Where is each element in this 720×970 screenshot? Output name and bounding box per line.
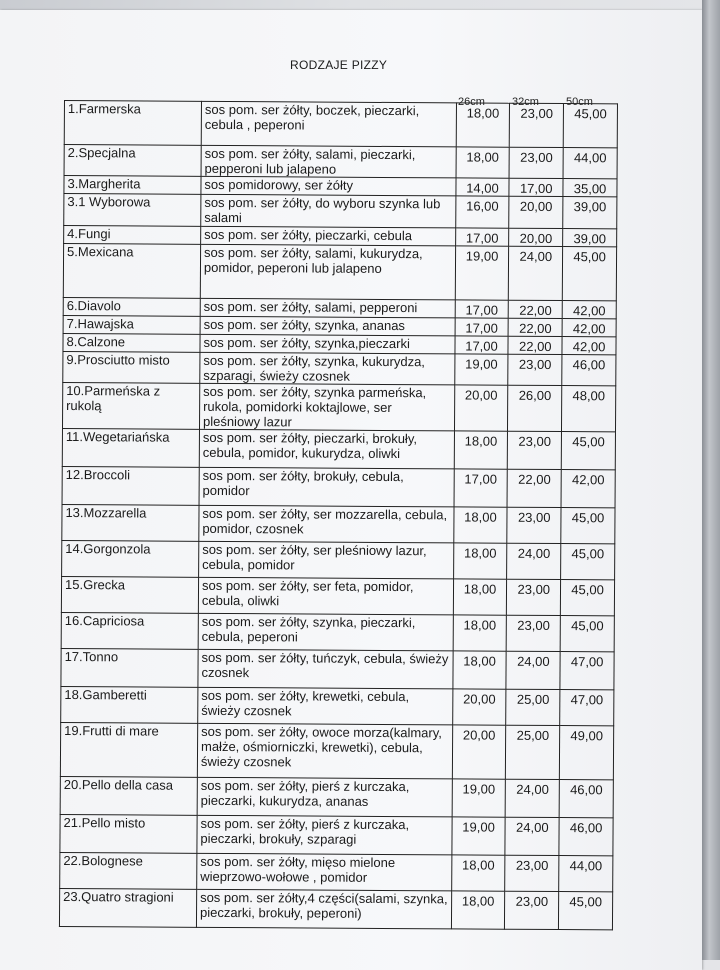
pizza-name: 20.Pello della casa <box>60 776 197 815</box>
pizza-row <box>62 540 615 579</box>
pizza-ingredients: sos pom. ser żółty, ser feta, pomidor, cebula, oliwki <box>198 577 453 615</box>
pizza-row <box>62 382 615 431</box>
pizza-name: 18.Gamberetti <box>61 686 198 723</box>
price-26cm: 17,00 <box>455 228 509 246</box>
pizza-name: 23.Quatro stragioni <box>59 888 196 927</box>
price-32cm: 24,00 <box>509 246 563 300</box>
price-50cm: 42,00 <box>562 319 616 337</box>
pizza-table <box>59 100 618 930</box>
pizza-row <box>60 852 613 891</box>
pizza-ingredients: sos pom. ser żółty, pierś z kurczaka, pieczarki, kukurydza, ananas <box>197 777 452 817</box>
price-32cm: 26,00 <box>508 385 562 431</box>
pizza-name: 4.Fungi <box>64 226 201 245</box>
price-50cm: 39,00 <box>563 229 617 247</box>
price-32cm: 25,00 <box>506 689 560 725</box>
price-26cm: 17,00 <box>455 336 509 354</box>
pizza-ingredients: sos pom. ser żółty, szynka, kukurydza, szparagi, świeży czosnek <box>200 352 455 385</box>
pizza-ingredients: sos pom. ser żółty, szynka, ananas <box>200 316 455 336</box>
pizza-name: 3.1 Wyborowa <box>64 194 201 227</box>
price-32cm: 17,00 <box>509 178 563 196</box>
pizza-row <box>60 776 613 817</box>
price-26cm: 18,00 <box>454 431 508 469</box>
price-26cm: 14,00 <box>456 178 510 196</box>
price-50cm: 42,00 <box>562 337 616 355</box>
price-32cm: 22,00 <box>507 469 561 507</box>
price-50cm: 48,00 <box>562 386 616 432</box>
pizza-row <box>63 244 616 301</box>
pizza-ingredients: sos pom. ser żółty, pierś z kurczaka, pieczarki, brokuły, szparagi <box>197 815 452 855</box>
pizza-ingredients: sos pom. ser żółty, szynka parmeńska, rukola, pomidorki koktajlowe, ser pleśniowy lazur <box>199 383 454 431</box>
size-header-50: 50cm <box>566 96 593 108</box>
pizza-ingredients: sos pom. ser żółty, mięso mielone wieprzowo-wołowe , pomidor <box>197 853 452 891</box>
price-50cm: 45,00 <box>561 580 615 616</box>
pizza-row <box>59 888 612 929</box>
binder-edge <box>702 0 720 960</box>
pizza-name: 7.Hawajska <box>63 315 200 334</box>
price-32cm: 23,00 <box>510 103 564 147</box>
pizza-name: 17.Tonno <box>61 648 198 687</box>
price-26cm: 17,00 <box>454 469 508 507</box>
price-32cm: 24,00 <box>506 779 560 817</box>
price-32cm: 22,00 <box>508 336 562 354</box>
price-50cm: 45,00 <box>561 544 615 580</box>
pizza-row <box>60 814 613 855</box>
price-32cm: 25,00 <box>506 725 560 779</box>
price-26cm: 18,00 <box>453 543 507 579</box>
pizza-name: 22.Bolognese <box>60 852 197 889</box>
menu-sheet <box>0 10 702 970</box>
pizza-ingredients: sos pomidorowy, ser żółty <box>201 176 456 196</box>
pizza-ingredients: sos pom. ser żółty, brokuły, cebula, pomidor <box>199 467 454 507</box>
price-50cm: 35,00 <box>563 179 617 197</box>
pizza-ingredients: sos pom. ser żółty, pieczarki, cebula <box>201 226 456 246</box>
page-title: RODZAJE PIZZY <box>290 58 388 72</box>
price-32cm: 24,00 <box>506 651 560 689</box>
pizza-name: 15.Grecka <box>61 576 198 613</box>
size-header-32: 32cm <box>512 96 539 108</box>
price-50cm: 47,00 <box>560 690 614 726</box>
pizza-row <box>62 428 615 469</box>
price-50cm: 39,00 <box>563 197 617 229</box>
pizza-ingredients: sos pom. ser żółty, salami, kukurydza, pomidor, peperoni lub jalapeno <box>200 244 455 300</box>
pizza-name: 14.Gorgonzola <box>62 540 199 577</box>
pizza-name: 9.Prosciutto misto <box>63 351 200 383</box>
pizza-ingredients: sos pom. ser żółty, szynka, pieczarki, cebula, peperoni <box>198 613 453 651</box>
pizza-ingredients: sos pom. ser żółty, owoce morza(kalmary, małże, ośmiorniczki, krewetki), cebula, świeży czosnek <box>197 723 452 779</box>
pizza-name: 1.Farmerska <box>64 101 201 146</box>
pizza-name: 21.Pello misto <box>60 814 197 853</box>
pizza-row <box>60 722 613 779</box>
price-50cm: 42,00 <box>562 301 616 319</box>
price-26cm: 17,00 <box>455 300 509 318</box>
pizza-name: 16.Capriciosa <box>61 612 198 649</box>
price-26cm: 18,00 <box>451 855 505 891</box>
price-32cm: 20,00 <box>509 196 563 228</box>
price-50cm: 45,00 <box>562 247 616 301</box>
price-32cm: 24,00 <box>505 817 559 855</box>
price-26cm: 18,00 <box>453 507 507 543</box>
price-26cm: 19,00 <box>452 779 506 817</box>
pizza-row <box>64 101 617 148</box>
pizza-row <box>63 351 616 385</box>
price-32cm: 23,00 <box>507 615 561 651</box>
price-26cm: 20,00 <box>452 689 506 725</box>
price-50cm: 44,00 <box>559 856 613 892</box>
price-32cm: 23,00 <box>507 507 561 543</box>
price-50cm: 45,00 <box>561 432 615 470</box>
price-32cm: 23,00 <box>509 147 563 178</box>
price-50cm: 45,00 <box>561 508 615 544</box>
pizza-ingredients: sos pom. ser żółty, pieczarki, brokuły, cebula, pomidor, kukurydza, oliwki <box>199 429 454 469</box>
price-26cm: 18,00 <box>453 651 507 689</box>
price-50cm: 46,00 <box>562 355 616 386</box>
price-26cm: 18,00 <box>453 615 507 651</box>
pizza-ingredients: sos pom. ser żółty, krewetki, cebula, świeży czosnek <box>198 687 453 725</box>
price-26cm: 20,00 <box>452 725 506 779</box>
size-header-26: 26cm <box>458 96 485 108</box>
pizza-ingredients: sos pom. ser żółty, ser mozzarella, cebula, pomidor, czosnek <box>199 505 454 543</box>
price-26cm: 19,00 <box>454 354 508 385</box>
pizza-name: 2.Specjalna <box>64 145 201 177</box>
pizza-row <box>64 145 617 179</box>
pizza-ingredients: sos pom. ser żółty,4 części(salami, szynka, pieczarki, brokuły, peperoni) <box>196 889 451 929</box>
price-50cm: 44,00 <box>563 148 617 179</box>
pizza-name: 3.Margherita <box>64 176 201 195</box>
price-32cm: 23,00 <box>508 354 562 385</box>
price-32cm: 23,00 <box>505 891 559 929</box>
pizza-ingredients: sos pom. ser żółty, tuńczyk, cebula, świeży czosnek <box>198 649 453 689</box>
pizza-name: 6.Diavolo <box>63 297 200 316</box>
pizza-row <box>61 612 614 651</box>
price-26cm: 19,00 <box>452 817 506 855</box>
price-26cm: 18,00 <box>453 579 507 615</box>
price-32cm: 20,00 <box>509 228 563 246</box>
price-32cm: 23,00 <box>507 579 561 615</box>
pizza-name: 13.Mozzarella <box>62 504 199 541</box>
pizza-ingredients: sos pom. ser żółty, do wyboru szynka lub salami <box>201 194 456 228</box>
price-50cm: 49,00 <box>560 726 614 780</box>
price-26cm: 16,00 <box>455 196 509 228</box>
price-26cm: 19,00 <box>455 246 509 300</box>
price-26cm: 20,00 <box>454 385 508 431</box>
price-50cm: 46,00 <box>559 780 613 818</box>
price-32cm: 22,00 <box>509 300 563 318</box>
price-26cm: 18,00 <box>456 103 510 147</box>
pizza-name: 19.Frutti di mare <box>60 722 197 777</box>
pizza-row <box>61 648 614 689</box>
pizza-row <box>62 504 615 543</box>
price-26cm: 17,00 <box>455 318 509 336</box>
pizza-row <box>64 194 617 229</box>
price-50cm: 45,00 <box>563 104 617 148</box>
price-32cm: 23,00 <box>505 855 559 891</box>
pizza-name: 5.Mexicana <box>63 244 200 299</box>
pizza-row <box>61 576 614 615</box>
pizza-name: 8.Calzone <box>63 333 200 352</box>
price-32cm: 24,00 <box>507 543 561 579</box>
price-26cm: 18,00 <box>456 147 510 178</box>
price-50cm: 45,00 <box>559 892 613 930</box>
pizza-name: 11.Wegetariańska <box>62 428 199 467</box>
price-32cm: 22,00 <box>508 318 562 336</box>
price-50cm: 46,00 <box>559 818 613 856</box>
pizza-row <box>61 686 614 725</box>
price-50cm: 47,00 <box>560 652 614 690</box>
pizza-ingredients: sos pom. ser żółty, szynka,pieczarki <box>200 334 455 354</box>
price-32cm: 23,00 <box>508 431 562 469</box>
price-26cm: 18,00 <box>451 891 505 929</box>
pizza-name: 12.Broccoli <box>62 466 199 505</box>
pizza-name: 10.Parmeńska z rukolą <box>62 382 199 429</box>
pizza-ingredients: sos pom. ser żółty, ser pleśniowy lazur, cebula, pomidor <box>199 541 454 579</box>
pizza-ingredients: sos pom. ser żółty, boczek, pieczarki, cebula , peperoni <box>201 101 456 147</box>
price-50cm: 45,00 <box>560 616 614 652</box>
pizza-row <box>62 466 615 507</box>
pizza-ingredients: sos pom. ser żółty, salami, pepperoni <box>200 298 455 318</box>
price-50cm: 42,00 <box>561 470 615 508</box>
pizza-ingredients: sos pom. ser żółty, salami, pieczarki, pepperoni lub jalapeno <box>201 145 456 178</box>
